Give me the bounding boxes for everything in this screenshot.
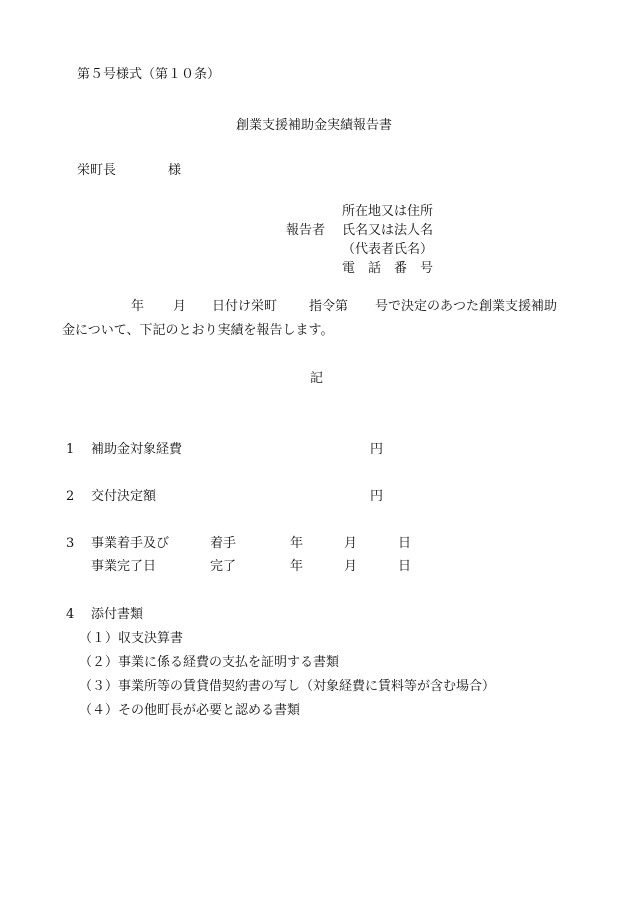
reporter-phone-label: 電 話 番 号 bbox=[342, 261, 434, 276]
attachment-doc-2: （２）事業に係る経費の支払を証明する書類 bbox=[79, 655, 340, 670]
item1-number: 1 bbox=[66, 442, 75, 457]
item3-start-label: 着手 bbox=[210, 536, 237, 551]
form-number: 第５号様式（第１０条） bbox=[77, 67, 221, 82]
addressee-name: 栄町長 bbox=[77, 163, 117, 178]
reporter-name-label: 氏名又は法人名 bbox=[342, 223, 434, 238]
ki-heading: 記 bbox=[310, 371, 324, 386]
reporter-label: 報告者 bbox=[286, 223, 326, 238]
item4-number: 4 bbox=[66, 607, 75, 622]
body-line1-rest: 号で決定のあつた創業支援補助 bbox=[375, 299, 558, 314]
item1-label: 補助金対象経費 bbox=[91, 442, 183, 457]
item3-end-month: 月 bbox=[344, 559, 358, 574]
item3-label-end: 事業完了日 bbox=[91, 559, 157, 574]
item3-start-month: 月 bbox=[344, 536, 358, 551]
body-directive: 指令第 bbox=[309, 299, 349, 314]
item3-start-day: 日 bbox=[398, 536, 412, 551]
body-year: 年 bbox=[131, 299, 145, 314]
addressee-honorific: 様 bbox=[168, 163, 182, 178]
item2-label: 交付決定額 bbox=[91, 489, 157, 504]
body-month: 月 bbox=[173, 299, 187, 314]
item3-end-day: 日 bbox=[398, 559, 412, 574]
item2-number: 2 bbox=[66, 489, 75, 504]
body-dated: 日付け栄町 bbox=[212, 299, 278, 314]
item2-unit: 円 bbox=[370, 489, 384, 504]
reporter-address-label: 所在地又は住所 bbox=[342, 204, 434, 219]
item3-label-start: 事業着手及び bbox=[91, 536, 170, 551]
document-title: 創業支援補助金実績報告書 bbox=[236, 118, 393, 133]
item4-label: 添付書類 bbox=[91, 607, 144, 622]
attachment-doc-4: （４）その他町長が必要と認める書類 bbox=[79, 703, 301, 718]
attachment-doc-3: （３）事業所等の賃貸借契約書の写し（対象経費に賃料等が含む場合） bbox=[79, 679, 496, 694]
item3-start-year: 年 bbox=[290, 536, 304, 551]
body-line2: 金について、下記のとおり実績を報告します。 bbox=[62, 323, 334, 338]
item1-unit: 円 bbox=[370, 442, 384, 457]
item3-end-label: 完了 bbox=[210, 559, 237, 574]
item3-number: 3 bbox=[66, 536, 75, 551]
item3-end-year: 年 bbox=[290, 559, 304, 574]
reporter-representative-label: （代表者氏名） bbox=[342, 242, 434, 257]
attachment-doc-1: （１）収支決算書 bbox=[79, 631, 184, 646]
